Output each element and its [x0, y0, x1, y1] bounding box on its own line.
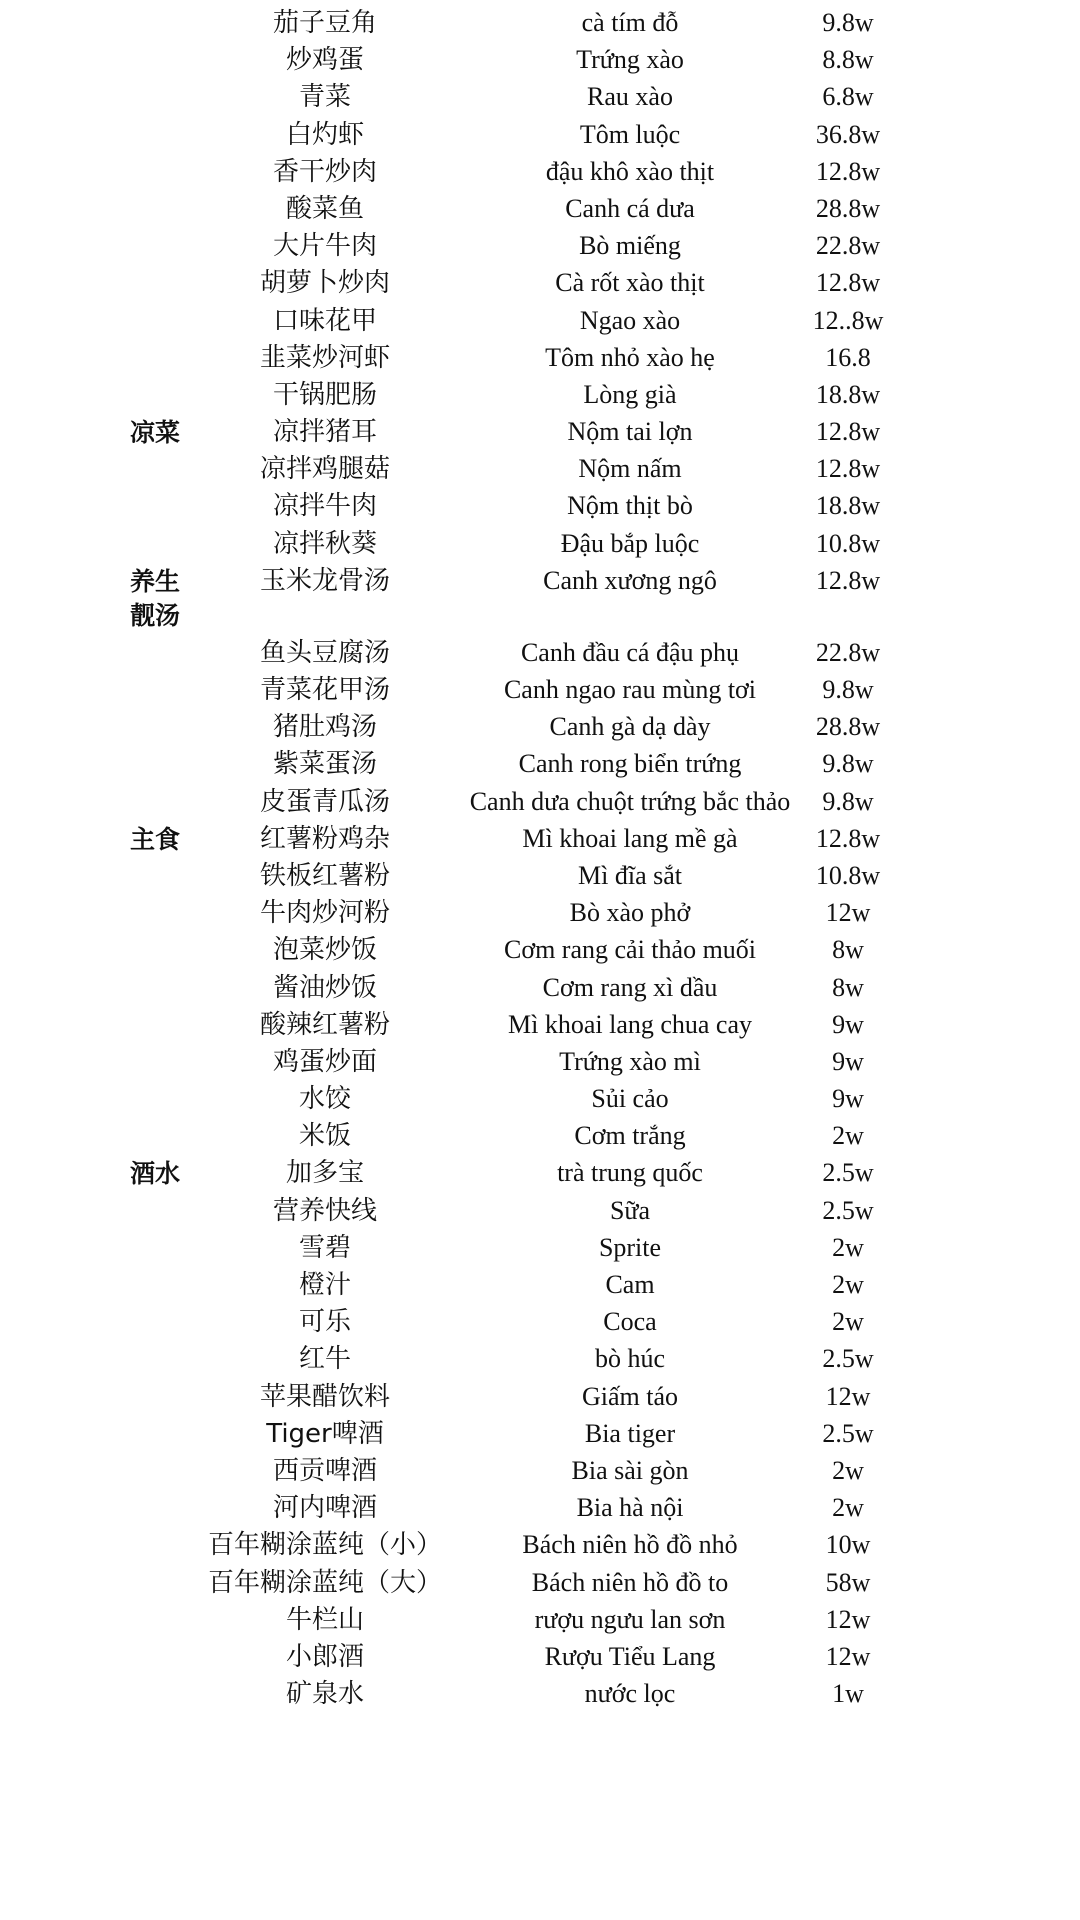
chinese-dish-name: 橙汁: [298, 1270, 351, 1300]
vietnamese-dish-name: rượu ngưu lan sơn: [534, 1604, 726, 1634]
menu-row: [0, 1228, 1080, 1265]
menu-row: [0, 1600, 1080, 1637]
menu-row: [0, 77, 1080, 114]
vietnamese-dish-name: Trứng xào mì: [559, 1046, 701, 1076]
vietnamese-dish-name: Canh đầu cá đậu phụ: [520, 637, 740, 667]
menu-row: [0, 856, 1080, 893]
chinese-dish-name: 营养快线: [272, 1195, 377, 1226]
vietnamese-dish-name: Bia tiger: [584, 1418, 676, 1448]
price: 8w: [832, 972, 864, 1002]
price: 22.8w: [815, 637, 881, 667]
price: 2w: [832, 1121, 864, 1151]
vietnamese-dish-name: Tôm luộc: [579, 119, 681, 149]
vietnamese-dish-name: nước lọc: [584, 1679, 676, 1709]
price: 10.8w: [815, 528, 881, 558]
vietnamese-dish-name: Bia hà nội: [576, 1493, 684, 1523]
price: 28.8w: [815, 193, 881, 223]
vietnamese-dish-name: Sprite: [598, 1232, 662, 1262]
menu-row: [0, 226, 1080, 263]
chinese-dish-name: 鸡蛋炒面: [272, 1046, 377, 1077]
price: 2.5w: [822, 1344, 874, 1374]
menu-row: [0, 930, 1080, 967]
chinese-dish-name: 白灼虾: [285, 119, 364, 150]
menu-row: [0, 819, 1080, 856]
chinese-dish-name: 凉拌牛肉: [272, 491, 377, 522]
price: 1w: [832, 1679, 864, 1709]
menu-row: [0, 1451, 1080, 1488]
chinese-dish-name: 香干炒肉: [272, 156, 377, 187]
vietnamese-dish-name: Cơm rang cải thảo muối: [503, 935, 757, 965]
vietnamese-dish-name: Đậu bắp luộc: [560, 528, 700, 558]
price: 18.8w: [815, 491, 881, 521]
price: 10.8w: [815, 860, 881, 890]
price: 58w: [825, 1567, 871, 1597]
price: 12..8w: [812, 305, 884, 335]
menu-row: [0, 412, 1080, 449]
price: 8w: [832, 935, 864, 965]
price: 12.8w: [815, 565, 881, 595]
menu-row: [0, 189, 1080, 226]
price: 12w: [825, 1604, 871, 1634]
menu-row: [0, 1302, 1080, 1339]
menu-row: [0, 1116, 1080, 1153]
vietnamese-dish-name: Lòng già: [583, 379, 677, 409]
price: 2.5w: [822, 1195, 874, 1225]
vietnamese-dish-name: Canh cá dưa: [565, 193, 695, 223]
menu-row: [0, 263, 1080, 300]
category-label: 凉菜: [130, 418, 181, 448]
price: 18.8w: [815, 379, 881, 409]
menu-row: [0, 1265, 1080, 1302]
price: 2.5w: [822, 1158, 874, 1188]
price: 12.8w: [815, 417, 881, 447]
vietnamese-dish-name: Tôm nhỏ xào hẹ: [545, 342, 715, 372]
menu-row: [0, 1377, 1080, 1414]
chinese-dish-name: 西贡啤酒: [272, 1455, 377, 1486]
price: 12.8w: [815, 823, 881, 853]
price: 36.8w: [815, 119, 881, 149]
price: 2w: [832, 1307, 864, 1337]
price: 12w: [825, 1641, 871, 1671]
price: 6.8w: [822, 82, 874, 112]
chinese-dish-name: 炒鸡蛋: [285, 45, 364, 76]
vietnamese-dish-name: Cam: [605, 1270, 655, 1299]
menu-row: [0, 633, 1080, 670]
vietnamese-dish-name: Bách niên hồ đồ nhỏ: [522, 1530, 738, 1560]
chinese-dish-name: 凉拌猪耳: [272, 417, 377, 448]
menu-row: [0, 1563, 1080, 1600]
price: 9w: [832, 1084, 864, 1114]
chinese-dish-name: 牛栏山: [285, 1604, 364, 1635]
menu-row: [0, 1153, 1080, 1190]
vietnamese-dish-name: Bách niên hồ đồ to: [531, 1567, 729, 1597]
chinese-dish-name: 酸菜鱼: [285, 193, 364, 224]
menu-row: [0, 3, 1080, 40]
menu-row: [0, 449, 1080, 486]
price: 12.8w: [815, 156, 881, 186]
chinese-dish-name: 百年糊涂蓝纯（小）: [207, 1530, 442, 1561]
vietnamese-dish-name: Cà rốt xào thịt: [555, 268, 705, 298]
menu-row: [0, 1414, 1080, 1451]
price: 10w: [825, 1530, 871, 1560]
vietnamese-dish-name: đậu khô xào thịt: [545, 156, 715, 186]
category-label: 酒水: [130, 1159, 181, 1189]
price: 12w: [825, 898, 871, 928]
category-label: 主食: [130, 824, 181, 854]
chinese-dish-name: 雪碧: [298, 1232, 351, 1263]
menu-row: [0, 338, 1080, 375]
vietnamese-dish-name: Cơm rang xì dầu: [542, 972, 718, 1002]
vietnamese-dish-name: Nộm nấm: [578, 454, 682, 484]
chinese-dish-name: 凉拌鸡腿菇: [259, 454, 390, 485]
chinese-dish-name: 凉拌秋葵: [272, 528, 377, 559]
vietnamese-dish-name: Canh ngao rau mùng tơi: [503, 675, 757, 704]
menu-row: [0, 40, 1080, 77]
vietnamese-dish-name: Bia sài gòn: [571, 1455, 689, 1485]
chinese-dish-name: 玉米龙骨汤: [259, 565, 390, 596]
menu-row: [0, 1191, 1080, 1228]
chinese-dish-name: 猪肚鸡汤: [272, 712, 377, 743]
menu-row: [0, 968, 1080, 1005]
vietnamese-dish-name: Canh gà dạ dày: [549, 712, 711, 742]
vietnamese-dish-name: Mì khoai lang chua cay: [507, 1009, 753, 1039]
price: 9w: [832, 1046, 864, 1076]
chinese-dish-name: 牛肉炒河粉: [259, 898, 390, 929]
menu-row: [0, 486, 1080, 523]
price: 9.8w: [822, 8, 874, 37]
menu-row: [0, 1005, 1080, 1042]
vietnamese-dish-name: Cơm trắng: [574, 1121, 686, 1151]
price: 12w: [825, 1381, 871, 1411]
menu-row: [0, 524, 1080, 561]
chinese-dish-name: 胡萝卜炒肉: [259, 268, 390, 299]
vietnamese-dish-name: Rau xào: [587, 82, 673, 112]
chinese-dish-name: 青菜花甲汤: [259, 675, 390, 705]
menu-row: [0, 375, 1080, 412]
menu-row: [0, 782, 1080, 819]
vietnamese-dish-name: Bò miếng: [579, 231, 681, 261]
menu-row: [0, 1079, 1080, 1116]
vietnamese-dish-name: trà trung quốc: [557, 1158, 703, 1188]
price: 28.8w: [815, 712, 881, 742]
menu-table: [0, 3, 1080, 1711]
chinese-dish-name: 红薯粉鸡杂: [259, 823, 390, 854]
chinese-dish-name: 可乐: [298, 1307, 351, 1338]
chinese-dish-name: 红牛: [298, 1344, 351, 1375]
vietnamese-dish-name: Canh xương ngô: [543, 565, 717, 595]
menu-row: [0, 561, 1080, 633]
chinese-dish-name: 加多宝: [285, 1158, 364, 1189]
chinese-dish-name: 苹果醋饮料: [259, 1381, 390, 1412]
price: 9w: [832, 1009, 864, 1039]
chinese-dish-name: Tiger啤酒: [266, 1418, 384, 1449]
vietnamese-dish-name: Nộm tai lợn: [567, 417, 693, 447]
category-label: 养生靓汤: [130, 566, 181, 630]
chinese-dish-name: 韭菜炒河虾: [259, 342, 390, 373]
vietnamese-dish-name: Mì đĩa sắt: [578, 860, 682, 890]
chinese-dish-name: 青菜: [298, 82, 351, 113]
vietnamese-dish-name: Giấm táo: [581, 1381, 679, 1411]
chinese-dish-name: 酸辣红薯粉: [259, 1009, 390, 1040]
price: 2w: [832, 1493, 864, 1523]
chinese-dish-name: 紫菜蛋汤: [272, 749, 377, 780]
chinese-dish-name: 百年糊涂蓝纯（大）: [207, 1567, 442, 1598]
menu-row: [0, 1674, 1080, 1711]
menu-row: [0, 670, 1080, 707]
vietnamese-dish-name: Mì khoai lang mề gà: [522, 823, 738, 853]
menu-row: [0, 893, 1080, 930]
chinese-dish-name: 水饺: [298, 1084, 351, 1115]
vietnamese-dish-name: cà tím đỗ: [581, 8, 679, 37]
price: 2w: [832, 1455, 864, 1485]
chinese-dish-name: 河内啤酒: [272, 1493, 377, 1524]
chinese-dish-name: 铁板红薯粉: [259, 860, 390, 891]
vietnamese-dish-name: Rượu Tiểu Lang: [544, 1641, 716, 1671]
menu-row: [0, 1525, 1080, 1562]
chinese-dish-name: 泡菜炒饭: [272, 935, 377, 966]
chinese-dish-name: 酱油炒饭: [272, 972, 377, 1003]
price: 22.8w: [815, 231, 881, 261]
menu-row: [0, 707, 1080, 744]
menu-row: [0, 301, 1080, 338]
vietnamese-dish-name: Bò xào phở: [569, 898, 691, 928]
price: 9.8w: [822, 786, 874, 816]
price: 12.8w: [815, 268, 881, 298]
chinese-dish-name: 矿泉水: [285, 1679, 364, 1710]
chinese-dish-name: 茄子豆角: [272, 8, 377, 38]
vietnamese-dish-name: Nộm thịt bò: [567, 491, 693, 521]
chinese-dish-name: 口味花甲: [272, 305, 377, 336]
price: 2w: [832, 1232, 864, 1262]
price: 9.8w: [822, 749, 874, 779]
vietnamese-dish-name: Canh dưa chuột trứng bắc thảo: [469, 786, 791, 816]
vietnamese-dish-name: Trứng xào: [576, 45, 684, 75]
top-edge: [0, 0, 1080, 4]
vietnamese-dish-name: bò húc: [594, 1344, 666, 1374]
menu-row: [0, 744, 1080, 781]
price: 2w: [832, 1270, 864, 1299]
menu-row: [0, 152, 1080, 189]
chinese-dish-name: 米饭: [298, 1121, 351, 1152]
vietnamese-dish-name: Canh rong biển trứng: [518, 749, 742, 779]
price: 2.5w: [822, 1418, 874, 1448]
chinese-dish-name: 干锅肥肠: [272, 379, 377, 410]
chinese-dish-name: 鱼头豆腐汤: [259, 637, 390, 668]
menu-row: [0, 1339, 1080, 1376]
vietnamese-dish-name: Sữa: [609, 1195, 651, 1225]
price: 16.8: [825, 342, 871, 372]
price: 8.8w: [822, 45, 874, 75]
vietnamese-dish-name: Coca: [603, 1307, 657, 1337]
chinese-dish-name: 皮蛋青瓜汤: [259, 786, 390, 817]
vietnamese-dish-name: Ngao xào: [579, 305, 681, 335]
vietnamese-dish-name: Sủi cảo: [591, 1084, 669, 1114]
chinese-dish-name: 大片牛肉: [272, 231, 377, 262]
chinese-dish-name: 小郎酒: [285, 1641, 364, 1672]
price: 12.8w: [815, 454, 881, 484]
menu-row: [0, 1042, 1080, 1079]
menu-row: [0, 1488, 1080, 1525]
price: 9.8w: [822, 675, 874, 704]
menu-row: [0, 1637, 1080, 1674]
menu-row: [0, 115, 1080, 152]
